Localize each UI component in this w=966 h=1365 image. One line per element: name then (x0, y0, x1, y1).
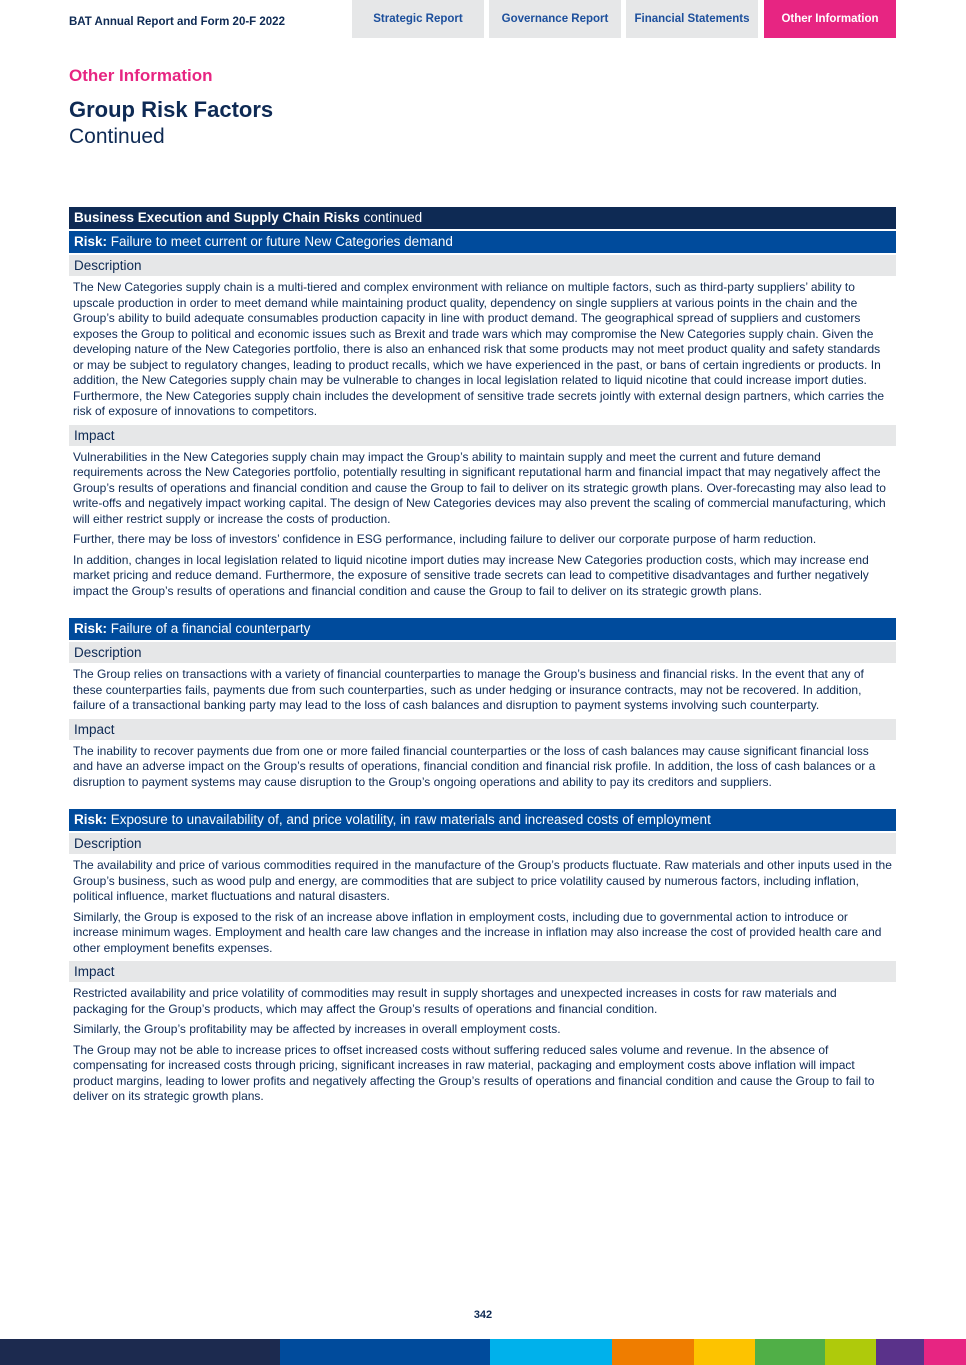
tab-governance-report[interactable]: Governance Report (489, 0, 621, 38)
risk-prefix: Risk: (74, 234, 108, 249)
impact-paragraph: The inability to recover payments due from one or more failed financial counterparties or the loss of cash balances may cause significant financial loss and have an adverse impact on the Group’s results of operations, financial condition and financial risk profile. In addition, the loss of cash balances or a disruption to payment systems may cause disruption to the Group’s ongoing operations and ability to pay its creditors and suppliers. (73, 743, 876, 789)
risk-title: Exposure to unavailability of, and price volatility, in raw materials and increased costs of employment (110, 812, 711, 827)
risk-header (69, 809, 896, 831)
risk-header (69, 231, 896, 253)
risk-header (69, 618, 896, 640)
color-band-segment (0, 1339, 280, 1365)
impact-heading: Impact (69, 425, 896, 446)
color-band-segment (280, 1339, 490, 1365)
impact-paragraph: In addition, changes in local legislation related to liquid nicotine import duties may increase New Categories production costs, which may increase end market pricing and reduce demand. Furthermore, the exposure of sensitive trade secrets can lead to competitive disadvantages and further negatively impact the Group’s results of operations and financial condition and cause the Group to fail to deliver on its strategic growth plans. (73, 552, 869, 598)
category-name: Business Execution and Supply Chain Risks (74, 210, 360, 225)
impact-heading: Impact (69, 719, 896, 740)
description-heading: Description (69, 642, 896, 663)
impact-paragraph: Further, there may be loss of investors’ confidence in ESG performance, including failure to deliver our corporate purpose of harm reduction. (73, 532, 817, 546)
color-band-segment (876, 1339, 924, 1365)
risk-prefix: Risk: (74, 812, 108, 827)
color-band-segment (924, 1339, 966, 1365)
impact-heading: Impact (69, 961, 896, 982)
risk-title: Failure of a financial counterparty (110, 621, 311, 636)
description-heading: Description (69, 255, 896, 276)
color-band-segment (612, 1339, 694, 1365)
tab-financial-statements[interactable]: Financial Statements (626, 0, 758, 38)
impact-paragraph: Similarly, the Group’s profitability may be affected by increases in overall employment costs. (73, 1022, 561, 1036)
impact-paragraph: The Group may not be able to increase prices to offset increased costs without suffering reduced sales volume and revenue. In the absence of compensating for increased costs through pricing, significant increases in raw material, packaging and employment costs above inflation will impact product margins, leading to lower profits and negatively affecting the Group’s results of operations and financial condition and cause the Group to fail to deliver on its strategic growth plans. (73, 1042, 875, 1103)
color-band-segment (694, 1339, 755, 1365)
risk-table (69, 207, 896, 1110)
page-number: 342 (473, 1309, 493, 1321)
impact-paragraph: Vulnerabilities in the New Categories supply chain may impact the Group’s ability to maintain supply and meet the current and future demand requirements across the New Categories portfolio, potentially resulting in significant reputational harm and financial impact that may negatively affect the Group’s results of operations and financial condition and cause the Group to fail to deliver on its strategic growth plans. Over-forecasting may also lead to write-offs and negatively impact working capital. The design of New Categories devices may also prevent the scaling of commercial manufacturing, which will either restrict supply or increase the costs of production. (73, 449, 886, 526)
page-title: Group Risk Factors (69, 97, 274, 122)
color-band-segment (755, 1339, 825, 1365)
page-subtitle: Continued (69, 125, 165, 148)
color-band-segment (825, 1339, 876, 1365)
description-paragraph: The availability and price of various commodities required in the manufacture of the Group’s products fluctuate. Raw materials and other inputs used in the Group’s business, such as wood pulp and energy, are commodities that are subject to price volatility caused by numerous factors, including inflation, political influence, market fluctuations and natural disasters. (73, 858, 892, 903)
risk-title: Failure to meet current or future New Categories demand (110, 234, 453, 249)
impact-paragraph: Restricted availability and price volatility of commodities may result in supply shortages and unexpected increases in costs for raw materials and packaging for the Group’s products, which may affect the Group’s results of operations and financial condition. (73, 986, 837, 1016)
tab-other-information[interactable]: Other Information (764, 0, 896, 38)
section-label: Other Information (69, 66, 213, 85)
description-paragraph: Similarly, the Group is exposed to the risk of an increase above inflation in employment costs, including due to governmental action to introduce or increase minimum wages. Employment and health care law changes and the increase in inflation may also increase the cost of provided health care and other employment benefits expenses. (73, 909, 882, 955)
category-suffix: continued (363, 210, 423, 225)
category-header (69, 207, 896, 229)
risk-prefix: Risk: (74, 621, 108, 636)
description-paragraph: The New Categories supply chain is a multi-tiered and complex environment with reliance on multiple factors, such as third-party suppliers’ ability to upscale production in order to meet demand while maintaining product quality, dependency on single suppliers at various points in the chain and the Group’s ability to build adequate consumables production capacity in line with product demand. The geographical spread of suppliers and customers exposes the Group to political and economic issues such as Brexit and trade wars which may compromise the New Categories supply chain. Given the developing nature of the New Categories portfolio, there is also an enhanced risk that some products may not meet product quality and safety standards or may be subject to regulatory changes, leading to product recalls, which we have experienced in the past, or bans of certain ingredients or products. In addition, the New Categories supply chain may be vulnerable to changes in local legislation related to liquid nicotine that could increase import duties. Furthermore, the New Categories supply chain includes the development of sensitive trade secrets jointly with external design partners, which carries the risk of exposure of innovations to competitors. (73, 280, 885, 418)
color-band-segment (490, 1339, 612, 1365)
description-paragraph: The Group relies on transactions with a variety of financial counterparties to manage the Group’s business and financial risks. In the event that any of these counterparties fails, payments due from such counterparties, such as under hedging or insurance contracts, may not be recovered. In addition, failure of a transactional banking party may lead to the loss of cash balances and disruption to payment systems involving such counterparty. (73, 667, 864, 712)
document-title: BAT Annual Report and Form 20-F 2022 (69, 16, 285, 28)
tab-strategic-report[interactable]: Strategic Report (352, 0, 484, 38)
description-heading: Description (69, 833, 896, 854)
